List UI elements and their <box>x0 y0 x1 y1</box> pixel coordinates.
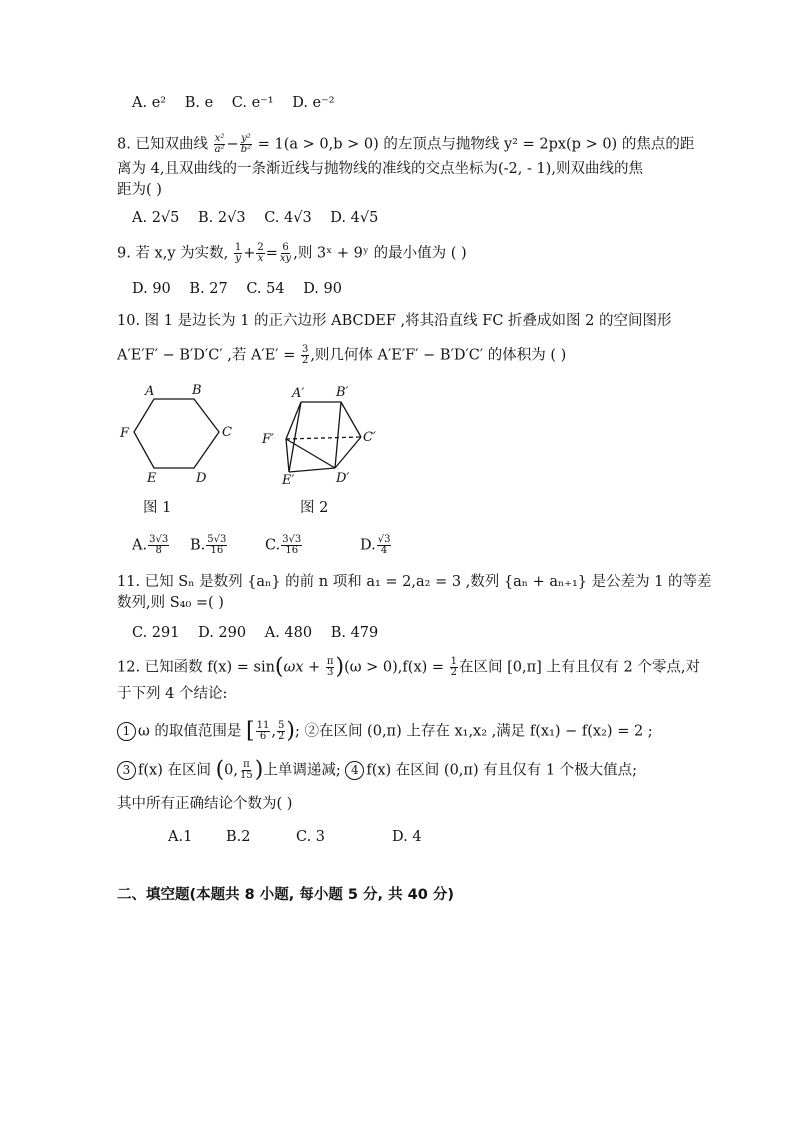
q8-option-c: C. 4√3 <box>264 210 312 226</box>
q8-frac-y: $\frac{\text{y²}}{\text{b²}}$ <box>240 133 252 155</box>
q8-line3: 距为( ) <box>117 182 162 198</box>
q11-option-4: B. 479 <box>330 625 379 641</box>
figure-1-hexagon <box>112 380 242 490</box>
q8-option-d: D. 4√5 <box>330 210 379 226</box>
q9-option-2: B. 27 <box>189 281 228 297</box>
q8-options <box>132 209 392 227</box>
q7-options <box>132 94 349 112</box>
fig1-label-c: C <box>222 425 232 440</box>
q9-options <box>132 280 356 298</box>
q9-option-1: D. 90 <box>132 281 171 297</box>
q11-line2: 数列,则 S₄₀ =( ) <box>117 595 224 611</box>
fig2-label-d: D′ <box>336 471 350 486</box>
q12-option-d: D. 4 <box>392 829 422 845</box>
q12-option-a: A.1 <box>168 829 193 845</box>
figure-1-caption: 图 1 <box>143 500 172 516</box>
section-2-heading: 二、填空题(本题共 8 小题, 每小题 5 分, 共 40 分) <box>117 887 455 903</box>
q12-option-c: C. 3 <box>296 829 326 845</box>
fig1-label-d: D <box>196 471 207 486</box>
fig2-label-c: C′ <box>363 430 376 445</box>
q11-option-3: A. 480 <box>264 625 313 641</box>
q12-conclusion-1-2: 1 ω 的取值范围是 [ $\frac{11}{6}$ , $\frac{5}{2}$ ); ②在区间 (0,π) 上存在 x₁,x₂ ,满足 f(x₁) − f(x₂) = 2 ; <box>117 721 653 742</box>
circled-3-icon: 3 <box>117 761 136 780</box>
q11-option-2: D. 290 <box>198 625 247 641</box>
hexagon-shape <box>134 399 219 468</box>
figure-2-caption: 图 2 <box>300 500 329 516</box>
q9-line1: 9. 若 x,y 为实数, $\frac{1}{y}$ + $\frac{2}{x}$ = $\frac{6}{xy}$ ,则 3ˣ + 9ʸ 的最小值为 ( ) <box>117 242 467 264</box>
fig2-label-b: B′ <box>336 385 349 400</box>
q8-option-a: A. 2√5 <box>132 210 180 226</box>
q12-line2: 于下列 4 个结论: <box>117 686 228 702</box>
q11-option-1: C. 291 <box>132 625 180 641</box>
q11-line1: 11. 已知 Sₙ 是数列 {aₙ} 的前 n 项和 a₁ = 2,a₂ = 3 ,数列 {aₙ + aₙ₊₁} 是公差为 1 的等差 <box>117 574 712 590</box>
circled-1-icon: 1 <box>117 722 136 741</box>
q7-option-c: C. e⁻¹ <box>231 95 274 111</box>
q12-line1: 12. 已知函数 f(x) = sin(ωx + $\frac{\pi}{3}$ )(ω > 0),f(x) = $\frac{1}{2}$ 在区间 [0,π] 上有且仅有 2 个零点,对 <box>117 654 700 680</box>
q8-line2: 离为 4,且双曲线的一条渐近线与抛物线的准线的交点坐标为(-2, - 1),则双曲线的焦 <box>117 161 643 177</box>
q7-option-b: B. e <box>184 95 214 111</box>
q7-option-d: D. e⁻² <box>292 95 335 111</box>
q12-option-b: B.2 <box>226 829 251 845</box>
circled-4-icon: 4 <box>345 761 364 780</box>
fig1-label-b: B <box>192 383 202 398</box>
q10-option-d: D. $\frac{√3}{4}$ <box>360 534 391 556</box>
q12-last-line: 其中所有正确结论个数为( ) <box>117 796 293 812</box>
q11-options <box>132 624 392 642</box>
q10-option-a: A. $\frac{3√3}{8}$ <box>132 534 169 556</box>
q10-option-b: B. $\frac{5√3}{16}$ <box>190 534 227 556</box>
q8-option-b: B. 2√3 <box>198 210 246 226</box>
q10-line2: A′E′F′ − B′D′C′ ,若 A′E′ = $\frac{3}{2}$ ,则几何体 A′E′F′ − B′D′C′ 的体积为 ( ) <box>117 344 567 366</box>
fig2-label-f: F′ <box>262 432 274 447</box>
fig2-label-e: E′ <box>282 473 295 488</box>
fig1-label-a: A <box>145 384 155 399</box>
q10-line1: 10. 图 1 是边长为 1 的正六边形 ABCDEF ,将其沿直线 FC 折叠成如图 2 的空间图形 <box>117 313 672 329</box>
fig2-label-a: A′ <box>292 386 305 401</box>
fig1-label-e: E <box>147 471 157 486</box>
q8-line1: 8. 已知双曲线 $\frac{\text{x²}}{\text{a²}}$ − $\frac{\text{y²}}{\text{b²}}$ = 1(a > 0,b > 0) 的左顶点与抛物线 y² = 2px(p > 0) 的焦点的距 <box>117 133 695 155</box>
q8-frac-x: $\frac{\text{x²}}{\text{a²}}$ <box>214 133 225 155</box>
q7-option-a: A. e² <box>132 95 167 111</box>
figure-2-solid <box>256 380 386 490</box>
q12-conclusion-3-4: 3 f(x) 在区间 (0, $\frac{\pi}{15}$ )上单调递减; 4 f(x) 在区间 (0,π) 有且仅有 1 个极大值点; <box>117 760 637 781</box>
q9-option-3: C. 54 <box>246 281 285 297</box>
fig1-label-f: F <box>120 426 130 441</box>
q10-option-c: C. $\frac{3√3}{16}$ <box>265 534 302 556</box>
q9-option-4: D. 90 <box>303 281 342 297</box>
